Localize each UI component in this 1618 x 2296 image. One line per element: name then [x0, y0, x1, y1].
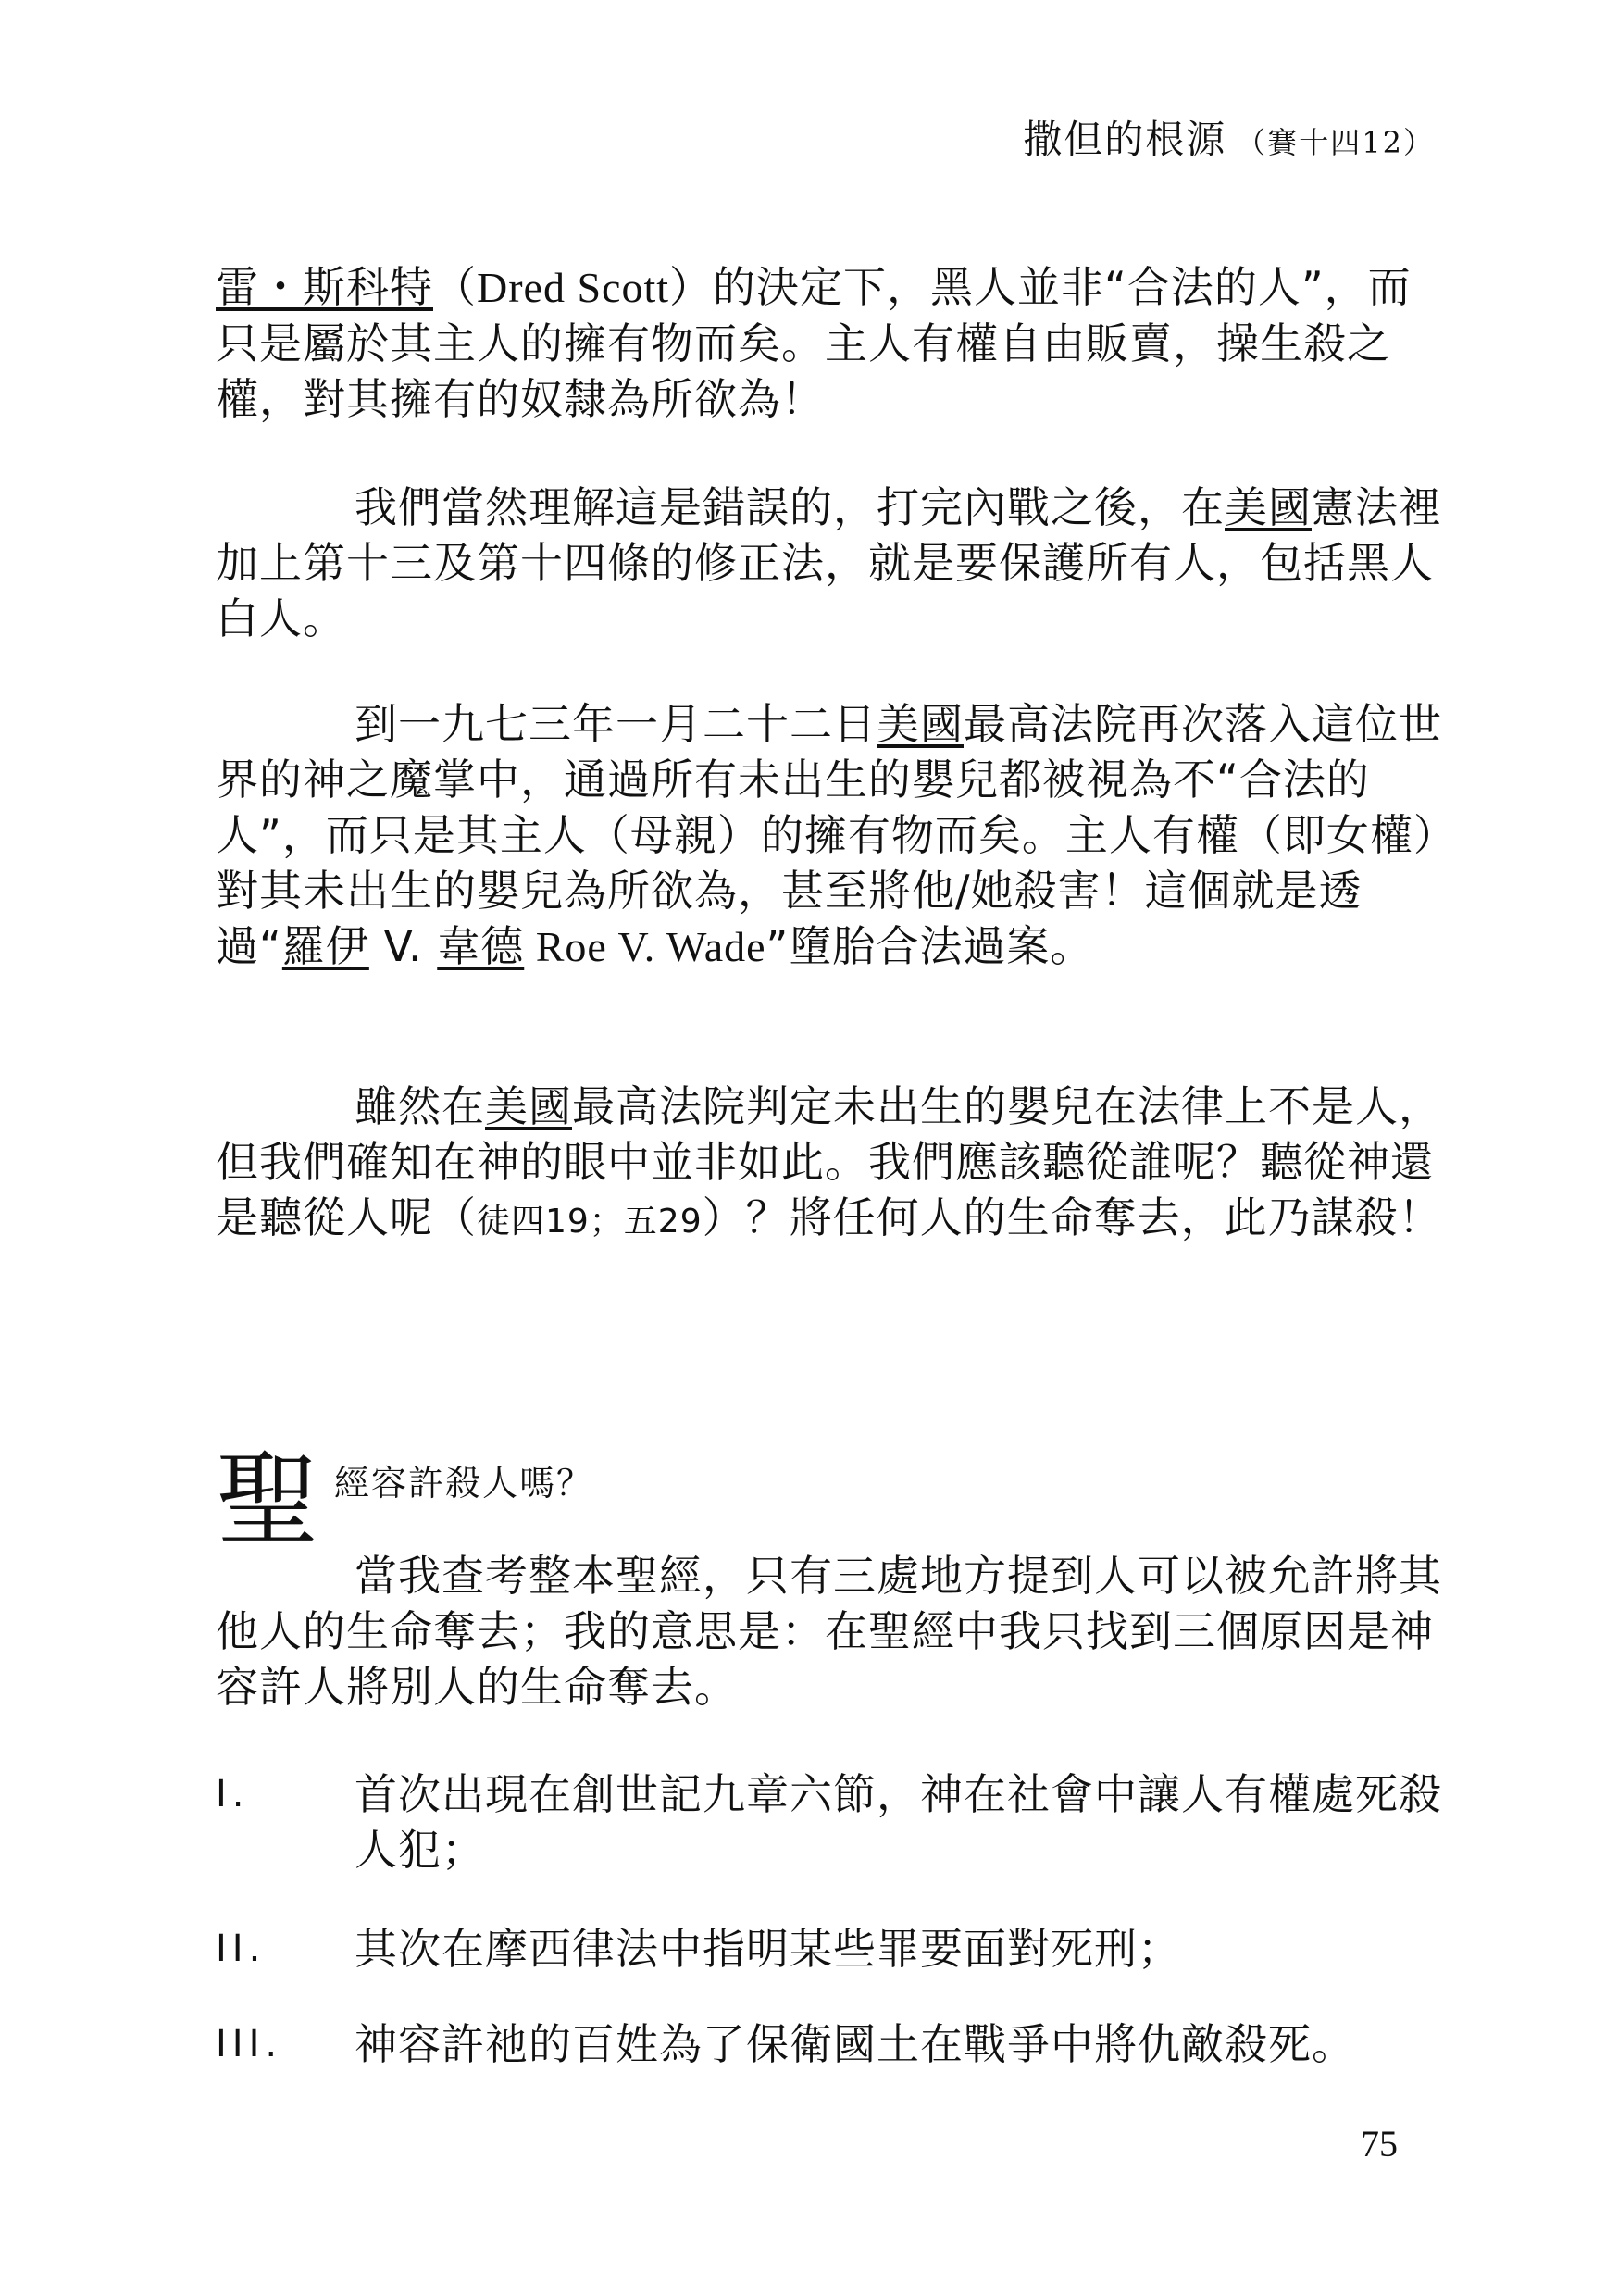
- drop-cap: 聖: [216, 1441, 319, 1561]
- paragraph-roe-v-wade: [216, 696, 1447, 975]
- paragraph-text: 到一九七三年一月二十二日: [355, 699, 877, 749]
- header-reference: （賽十四12）: [1236, 125, 1435, 160]
- paragraph-text: 當我查考整本聖經，只有三處地方提到人可以被允許將其他人的生命奪去；我的意思是：在聖經中我只找到三個原因是神容許人將別人的生命奪去。: [216, 1551, 1442, 1712]
- running-header: [1023, 109, 1435, 165]
- paragraph-text: 雖然在: [355, 1081, 485, 1131]
- list-number: I.: [216, 1773, 250, 1816]
- paragraph-text: 我們當然理解這是錯誤的，打完內戰之後，在: [355, 482, 1225, 532]
- paragraph-text: ”墮胎合法過案。: [765, 921, 1094, 971]
- list-text: 其次在摩西律法中指明某些罪要面對死刑；: [355, 1924, 1181, 1974]
- list-number: II.: [216, 1928, 267, 1970]
- place-name: 美國: [1225, 482, 1312, 532]
- list-text: 神容許祂的百姓為了保衛國土在戰爭中將仇敵殺死。: [355, 2019, 1355, 2069]
- scripture-citation: 徒四19；五29: [477, 1203, 703, 1241]
- list-text: 首次出現在創世記九章六節，神在社會中讓人有權處死殺人犯；: [355, 1769, 1442, 1875]
- paragraph-dred-scott: [216, 259, 1447, 427]
- section-heading-text: 經容許殺人嗎？: [334, 1463, 594, 1504]
- header-title: 撒但的根源: [1023, 117, 1227, 162]
- paragraph-constitution: [216, 480, 1447, 646]
- latin-case-name: Roe V. Wade: [524, 923, 766, 970]
- person-name: 羅伊: [281, 921, 369, 971]
- paragraph-text: 的決定下，黑人並非“合法的人”，而只是屬於其主人的擁有物而矣。主人有權自由販賣，操生殺之權，對其擁有的奴隸為所欲為！: [216, 262, 1412, 424]
- latin-name: （Dred Scott）: [433, 264, 714, 311]
- person-name: 韋德: [437, 921, 525, 971]
- paragraph-text: 憲法裡加上第十三及第十四條的修正法，就是要保護所有人，包括黑人白人。: [216, 482, 1442, 643]
- list-number: III.: [216, 2023, 283, 2065]
- paragraph-text: ）？將任何人的生命奪去，此乃謀殺！: [702, 1192, 1442, 1242]
- paragraph-supreme-court: [216, 1079, 1447, 1250]
- place-name: 美國: [877, 699, 964, 749]
- place-name: 美國: [485, 1081, 572, 1131]
- paragraph-text: 最高法院判定未出生的嬰兒在法律上不是人，但我們確知在神的眼中並非如此。我們應該聽從誰呢？聽從神還是聽從人呢（: [216, 1081, 1442, 1242]
- page-number: 75: [1361, 2123, 1398, 2165]
- paragraph-section-intro: [216, 1548, 1447, 1715]
- paragraph-text: 最高法院再次落入這位世界的神之魔掌中，通過所有未出生的嬰兒都被視為不“合法的人”，而只是其主人（母親）的擁有物而矣。主人有權（即女權）對其未出生的嬰兒為所欲為，甚至將他/她殺害！這個就是透過“: [216, 699, 1442, 971]
- person-name: 雷・斯科特: [216, 262, 433, 312]
- case-separator: V.: [368, 921, 438, 971]
